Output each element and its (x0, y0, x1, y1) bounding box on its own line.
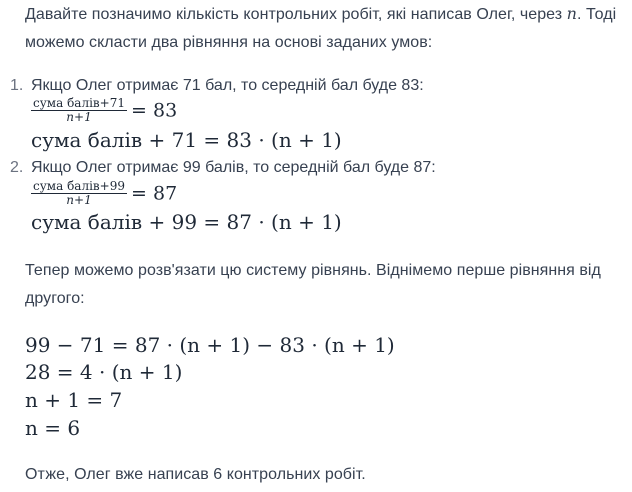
fraction-numerator: сума балів+99 (33, 179, 126, 193)
list-number: 2. (10, 159, 24, 176)
list-text: Якщо Олег отримає 71 бал, то середній бал буде 83: (31, 77, 424, 94)
fraction (31, 180, 127, 207)
list-text: Якщо Олег отримає 99 балів, то середній бал буде 87: (31, 159, 436, 176)
equation-1: сума балів + 71 = 83 · (n + 1) (31, 128, 342, 152)
fraction (31, 97, 127, 124)
fraction-equation-1 (31, 97, 177, 124)
fraction-denominator: n+1 (66, 193, 92, 207)
intro-text-before: Давайте позначимо кількість контрольних робіт, які написав Олег, через (25, 6, 567, 23)
conclusion-paragraph: Отже, Олег вже написав 6 контрольних робіт. (25, 466, 366, 483)
solution-step-3: n + 1 = 7 (25, 388, 123, 412)
fraction-rhs: = 87 (131, 182, 178, 205)
solution-step-4: n = 6 (25, 416, 81, 440)
intro-variable: n (566, 4, 578, 23)
middle-paragraph: Тепер можемо розв'язати цю систему рівнянь. Віднімемо перше рівняння від другого: (25, 262, 601, 307)
intro-paragraph (25, 0, 621, 57)
fraction-equation-2 (31, 180, 177, 207)
fraction-denominator: n+1 (66, 110, 92, 124)
list-number: 1. (10, 77, 24, 94)
solution-step-1: 99 − 71 = 87 · (n + 1) − 83 · (n + 1) (25, 333, 395, 357)
fraction-rhs: = 83 (131, 99, 178, 122)
solution-step-2: 28 = 4 · (n + 1) (25, 360, 183, 384)
equation-2: сума балів + 99 = 87 · (n + 1) (31, 210, 342, 234)
fraction-numerator: сума балів+71 (33, 96, 126, 110)
intro-text-after: . Тоді можемо скласти два рівняння на основі заданих умов: (25, 6, 617, 51)
